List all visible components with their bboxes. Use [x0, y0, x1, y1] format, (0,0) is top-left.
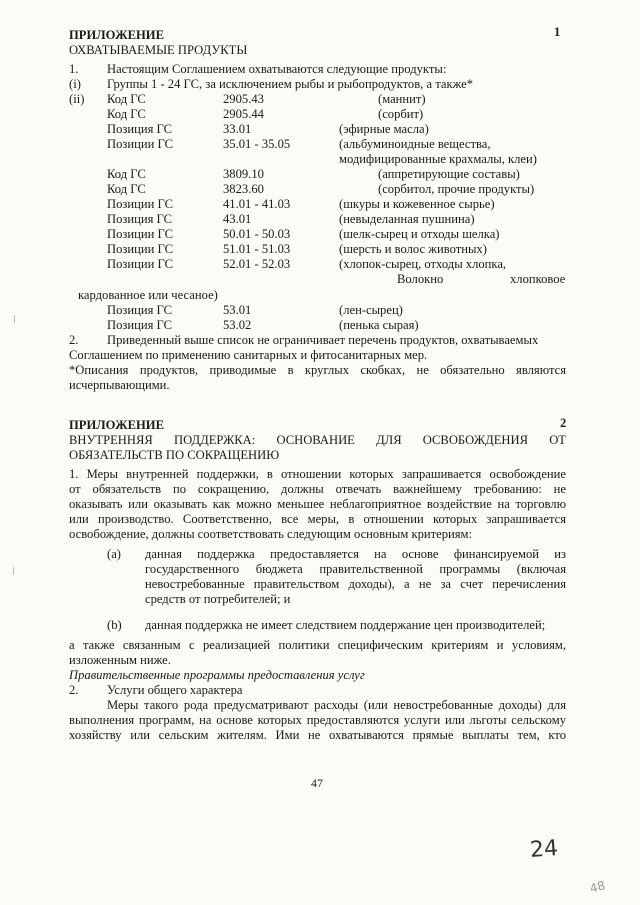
row-label: Код ГС — [107, 182, 146, 196]
appendix-2-title: ВНУТРЕННЯЯ ПОДДЕРЖКА: ОСНОВАНИЕ ДЛЯ ОСВОБОЖДЕНИЯ ОТ — [69, 433, 566, 447]
row-desc-continuation: Волокно — [397, 272, 444, 286]
row-desc: (невыделанная пушнина) — [339, 212, 475, 226]
row-label: Код ГС — [107, 92, 146, 106]
criterion-b-text: данная поддержка не имеет следствием поддержание цен производителей; — [145, 618, 546, 632]
footnote-text: исчерпывающими. — [69, 378, 170, 392]
row-code: 2905.43 — [223, 92, 264, 106]
item-2-text: Соглашением по применению санитарных и фитосанитарных мер. — [69, 348, 428, 362]
sub-i-text: Группы 1 - 24 ГС, за исключением рыбы и рыбопродуктов, а также* — [107, 77, 473, 91]
criterion-a-text: невостребованные правительством доходы), а не за счет перечисления — [145, 577, 566, 591]
row-desc: (сорбитол, прочие продукты) — [378, 182, 535, 196]
row-label: Позиция ГС — [107, 318, 173, 332]
paragraph-2: хозяйству или сельским жителям. Ими не охватываются прямые выплаты тем, кто — [69, 728, 566, 742]
sub-ii-number: (ii) — [69, 92, 85, 106]
margin-mark — [13, 567, 17, 575]
paragraph-1: оказывать или оказывать как можно меньшее неблагоприятное воздействие на торговлю — [69, 497, 566, 511]
paragraph-1: от обязательств по сокращению, должны отвечать важнейшему требованию: не — [69, 482, 566, 496]
row-label: Позиции ГС — [107, 197, 173, 211]
row-desc: (лен-сырец) — [339, 303, 403, 317]
row-code: 50.01 - 50.03 — [223, 227, 291, 241]
row-desc: (сорбит) — [378, 107, 424, 121]
paragraph-1: или производство. Соответственно, все меры, в отношении которых запрашивается — [69, 512, 566, 526]
sub-i-number: (i) — [69, 77, 81, 91]
row-label: Позиции ГС — [107, 257, 173, 271]
row-desc: (альбуминоидные вещества, — [339, 137, 491, 151]
margin-mark — [14, 315, 18, 323]
criterion-b-label: (b) — [107, 618, 122, 632]
row-label: Позиция ГС — [107, 303, 173, 317]
row-desc: (пенька сырая) — [339, 318, 419, 332]
row-label: Код ГС — [107, 107, 146, 121]
handwritten-page-number: 24 — [529, 836, 559, 863]
appendix-1-title: ОХВАТЫВАЕМЫЕ ПРОДУКТЫ — [69, 43, 248, 57]
row-label: Позиции ГС — [107, 137, 173, 151]
row-code: 2905.44 — [223, 107, 264, 121]
criterion-a-text: государственного бюджета правительственной программы (включая — [145, 562, 566, 576]
row-code: 53.02 — [223, 318, 252, 332]
row-label: Код ГС — [107, 167, 146, 181]
section-heading: Правительственные программы предоставления услуг — [69, 668, 365, 682]
row-code: 43.01 — [223, 212, 252, 226]
paragraph-after-criteria: изложенным ниже. — [69, 653, 171, 667]
row-code: 52.01 - 52.03 — [223, 257, 291, 271]
row-code: 33.01 — [223, 122, 252, 136]
paragraph-after-criteria: а также связанным с реализацией политики специфическим критериям и условиям, — [69, 638, 566, 652]
appendix-2-title: ОБЯЗАТЕЛЬСТВ ПО СОКРАЩЕНИЮ — [69, 448, 280, 462]
item-1-text: Настоящим Соглашением охватываются следующие продукты: — [107, 62, 447, 76]
row-desc: (шелк-сырец и отходы шелка) — [339, 227, 500, 241]
item-2-number-b: 2. — [69, 683, 79, 697]
appendix-2-number: 2 — [560, 416, 567, 430]
item-2-number: 2. — [69, 333, 79, 347]
row-code: 41.01 - 41.03 — [223, 197, 291, 211]
paragraph-2: Меры такого рода предусматривают расходы (или невостребованные доходы) для — [107, 698, 566, 712]
row-desc-continuation: кардованное или чесаное) — [78, 288, 218, 302]
row-desc: (эфирные масла) — [339, 122, 429, 136]
item-2-text: Приведенный выше список не ограничивает перечень продуктов, охватываемых — [107, 333, 539, 347]
row-desc: (шкуры и кожевенное сырье) — [339, 197, 495, 211]
criterion-a-text: средств от потребителей; и — [145, 592, 291, 606]
appendix-1-number: 1 — [554, 25, 561, 39]
row-desc-continuation: хлопковое — [510, 272, 566, 286]
row-code: 3809.10 — [223, 167, 264, 181]
row-label: Позиции ГС — [107, 227, 173, 241]
row-code: 53.01 — [223, 303, 252, 317]
appendix-1-heading: ПРИЛОЖЕНИЕ — [69, 28, 164, 42]
row-label: Позиция ГС — [107, 122, 173, 136]
row-label: Позиции ГС — [107, 242, 173, 256]
row-desc: (шерсть и волос животных) — [339, 242, 487, 256]
row-desc: (маннит) — [378, 92, 426, 106]
criterion-a-label: (a) — [107, 547, 121, 561]
page-number: 47 — [311, 776, 323, 790]
item-2-line — [107, 333, 566, 348]
paragraph-1: освобождение, должны соответствовать следующим основным критериям: — [69, 527, 473, 541]
row-code: 51.01 - 51.03 — [223, 242, 291, 256]
row-code: 35.01 - 35.05 — [223, 137, 291, 151]
footnote-text: *Описания продуктов, приводимые в круглых скобках, не обязательно являются — [69, 363, 566, 377]
corner-handwritten-mark: 48 — [588, 878, 607, 896]
row-label: Позиция ГС — [107, 212, 173, 226]
criterion-a-text: данная поддержка предоставляется на основе финансируемой из — [145, 547, 566, 561]
row-code: 3823.60 — [223, 182, 264, 196]
row-desc: (аппретирующие составы) — [378, 167, 520, 181]
paragraph-2: выполнения программ, на основе которых предоставляются услуги или льготы сельскому — [69, 713, 566, 727]
row-desc: (хлопок-сырец, отходы хлопка, — [339, 257, 507, 271]
paragraph-1: 1. Меры внутренней поддержки, в отношении которых запрашивается освобождение — [69, 467, 566, 481]
item-2-title: Услуги общего характера — [107, 683, 243, 697]
appendix-2-heading: ПРИЛОЖЕНИЕ — [69, 418, 164, 432]
item-1-number: 1. — [69, 62, 79, 76]
row-desc: модифицированные крахмалы, клеи) — [339, 152, 537, 166]
